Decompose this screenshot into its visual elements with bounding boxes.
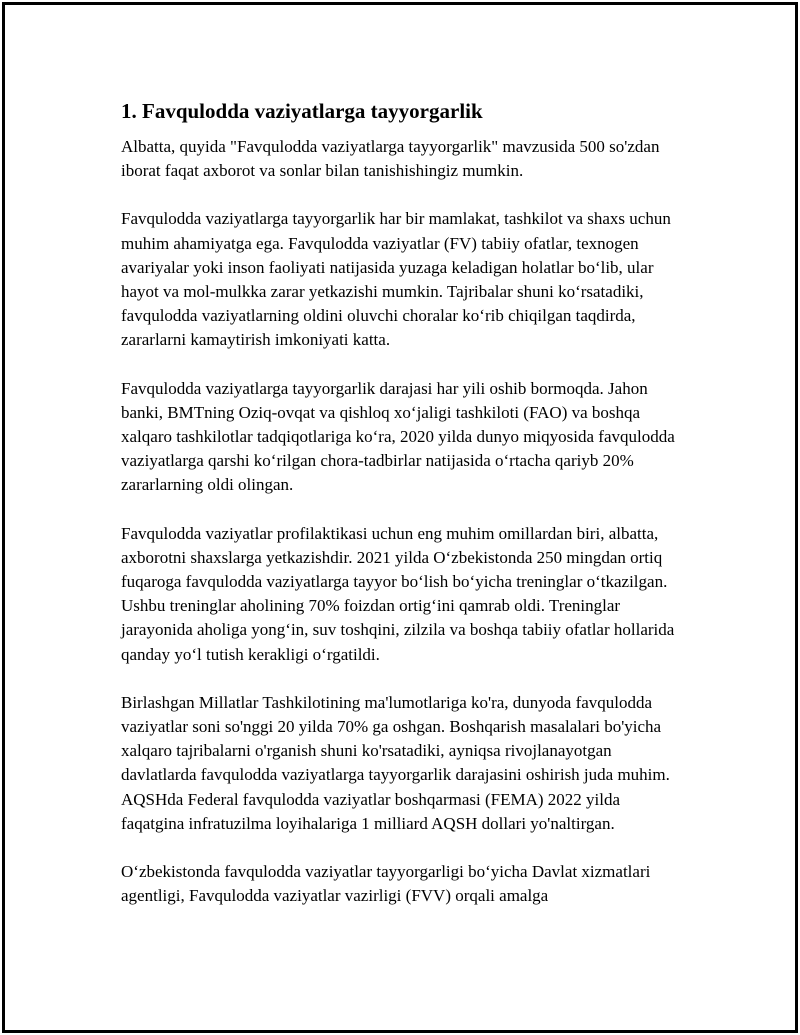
paragraph-importance: Favqulodda vaziyatlarga tayyorgarlik har bir mamlakat, tashkilot va shaxs uchun muhim ahamiyatga ega. Favqulodda vaziyatlar (FV) tabiiy ofatlar, texnogen avariyalar yoki inson faoliyati natijasida yuzaga keladigan holatlar bo‘lib, ular hayot va mol-mulkka zarar yetkazishi mumkin. Tajribalar shuni ko‘rsatadiki, favqulodda vaziyatlarning oldini oluvchi choralar ko‘rib chiqilgan taqdirda, zararlarni kamaytirish imkoniyati katta.	[121, 209, 671, 350]
paragraph-un-data: Birlashgan Millatlar Tashkilotining ma'lumotlariga ko'ra, dunyoda favqulodda vaziyatlar soni so'nggi 20 yilda 70% ga oshgan. Boshqarish masalalari bo'yicha xalqaro tajribalarni o'rganish shuni ko'rsatadiki, ayniqsa rivojlanayotgan davlatlarda favqulodda vaziyatlarga tayyorgarlik darajasini oshirish juda muhim. AQSHda Federal favqulodda vaziyatlar boshqarmasi (FEMA) 2022 yilda faqatgina infratuzilma loyihalariga 1 milliard AQSH dollari yo'naltirgan.	[121, 692, 670, 833]
page-title: 1. Favqulodda vaziyatlarga tayyorgarlik	[121, 99, 483, 123]
paragraph-intro: Albatta, quyida "Favqulodda vaziyatlarga tayyorgarlik" mavzusida 500 so'zdan iborat faqat axborot va sonlar bilan tanishishingiz mumkin.	[121, 137, 660, 181]
paragraph-preparedness-level: Favqulodda vaziyatlarga tayyorgarlik darajasi har yili oshib bormoqda. Jahon banki, BMTning Oziq-ovqat va qishloq xo‘jaligi tashkiloti (FAO) va boshqa xalqaro tashkilotlar tadqiqotlariga ko‘ra, 2020 yilda dunyo miqyosida favqulodda vaziyatlarga qarshi ko‘rilgan chora-tadbirlar natijasida o‘rtacha qariyb 20% zararlarning oldi olingan.	[121, 378, 675, 495]
document-page	[2, 2, 798, 1033]
paragraph-prevention: Favqulodda vaziyatlar profilaktikasi uchun eng muhim omillardan biri, albatta, axborotni shaxslarga yetkazishdir. 2021 yilda O‘zbekistonda 250 mingdan ortiq fuqaroga favqulodda vaziyatlarga tayyor bo‘lish bo‘yicha treninglar o‘tkazilgan. Ushbu treninglar aholining 70% foizdan ortig‘ini qamrab oldi. Treninglar jarayonida aholiga yong‘in, suv toshqini, zilzila va boshqa tabiiy ofatlar hollarida qanday yo‘l tutish kerakligi o‘rgatildi.	[121, 523, 675, 664]
paragraph-uzbekistan: O‘zbekistonda favqulodda vaziyatlar tayyorgarligi bo‘yicha Davlat xizmatlari agentligi, Favqulodda vaziyatlar vazirligi (FVV) orqali amalga	[121, 862, 651, 906]
document-body	[121, 97, 681, 932]
